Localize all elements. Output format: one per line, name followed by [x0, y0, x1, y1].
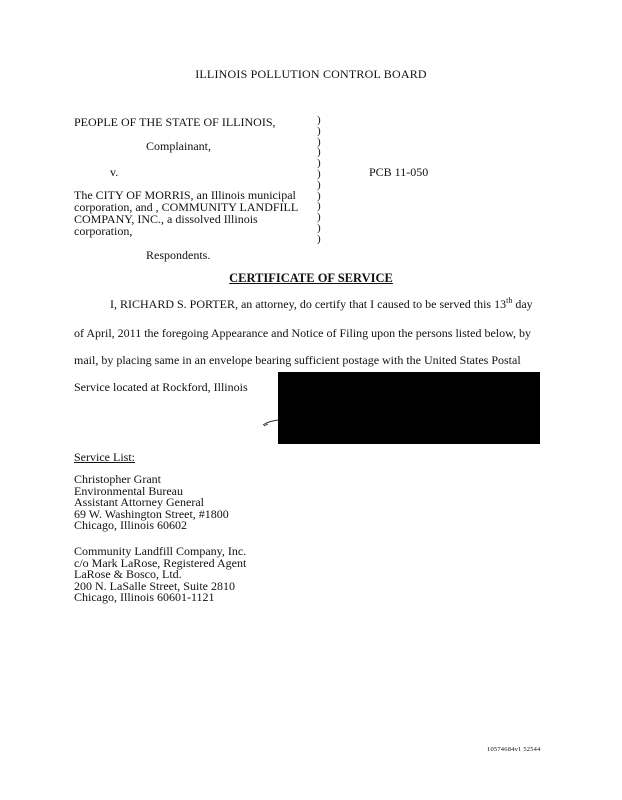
- caption-paren-column: [317, 115, 327, 245]
- certificate-line-1: [110, 297, 533, 312]
- address-line: Environmental Bureau: [74, 483, 183, 498]
- certificate-line-1-end: day: [512, 297, 533, 311]
- respondent-line-1: The CITY OF MORRIS, an Illinois municipal: [74, 188, 296, 202]
- service-list-label: Service List:: [74, 450, 135, 464]
- paren-mark: ): [317, 146, 321, 159]
- respondent-line-2: corporation, and , COMMUNITY LANDFILL: [74, 200, 299, 214]
- paren-mark: ): [317, 200, 321, 213]
- address-line: Christopher Grant: [74, 472, 161, 486]
- signature-redaction-block: [278, 372, 540, 444]
- paren-mark: ): [317, 178, 321, 191]
- paren-mark: ): [317, 211, 321, 224]
- address-line: Chicago, Illinois 60602: [74, 518, 187, 533]
- certificate-line-4: Service located at Rockford, Illinois: [74, 380, 248, 394]
- ordinal-suffix: th: [506, 296, 513, 305]
- address-line: 69 W. Washington Street, #1800: [74, 506, 229, 521]
- paren-mark: ): [317, 221, 321, 234]
- paren-mark: ): [317, 114, 321, 126]
- paren-mark: ): [317, 135, 321, 148]
- versus-label: v.: [110, 165, 119, 179]
- address-block-2: [74, 546, 246, 604]
- paren-mark: ): [317, 189, 321, 202]
- certificate-line-1-text: I, RICHARD S. PORTER, an attorney, do certify that I caused to be served this 13: [110, 297, 507, 311]
- respondent-role: Respondents.: [146, 248, 211, 262]
- case-number: PCB 11-050: [369, 165, 429, 179]
- certificate-line-3: mail, by placing same in an envelope bearing sufficient postage with the United States Postal: [74, 353, 521, 367]
- certificate-line-2: of April, 2011 the foregoing Appearance and Notice of Filing upon the persons listed below, by: [74, 326, 532, 340]
- paren-mark: ): [317, 232, 321, 245]
- paren-mark: ): [317, 124, 321, 137]
- address-line: LaRose & Bosco, Ltd.: [74, 567, 182, 582]
- respondent-line-3: COMPANY, INC., a dissolved Illinois: [74, 212, 258, 226]
- address-line: Community Landfill Company, Inc.: [74, 544, 247, 558]
- board-header: ILLINOIS POLLUTION CONTROL BOARD: [195, 67, 427, 81]
- address-block-1: [74, 474, 229, 532]
- signature-stroke-icon: [262, 416, 282, 428]
- certificate-title: CERTIFICATE OF SERVICE: [229, 271, 393, 285]
- document-id-footer: 10574684v1 52544: [487, 746, 541, 753]
- respondent-line-4: corporation,: [74, 224, 133, 238]
- address-line: Chicago, Illinois 60601-1121: [74, 590, 215, 605]
- plaintiff-name: PEOPLE OF THE STATE OF ILLINOIS,: [74, 115, 276, 129]
- address-line: c/o Mark LaRose, Registered Agent: [74, 555, 247, 570]
- paren-mark: ): [317, 157, 321, 170]
- address-line: Assistant Attorney General: [74, 495, 204, 510]
- paren-mark: ): [317, 167, 321, 180]
- plaintiff-role: Complainant,: [146, 139, 211, 153]
- address-line: 200 N. LaSalle Street, Suite 2810: [74, 578, 235, 593]
